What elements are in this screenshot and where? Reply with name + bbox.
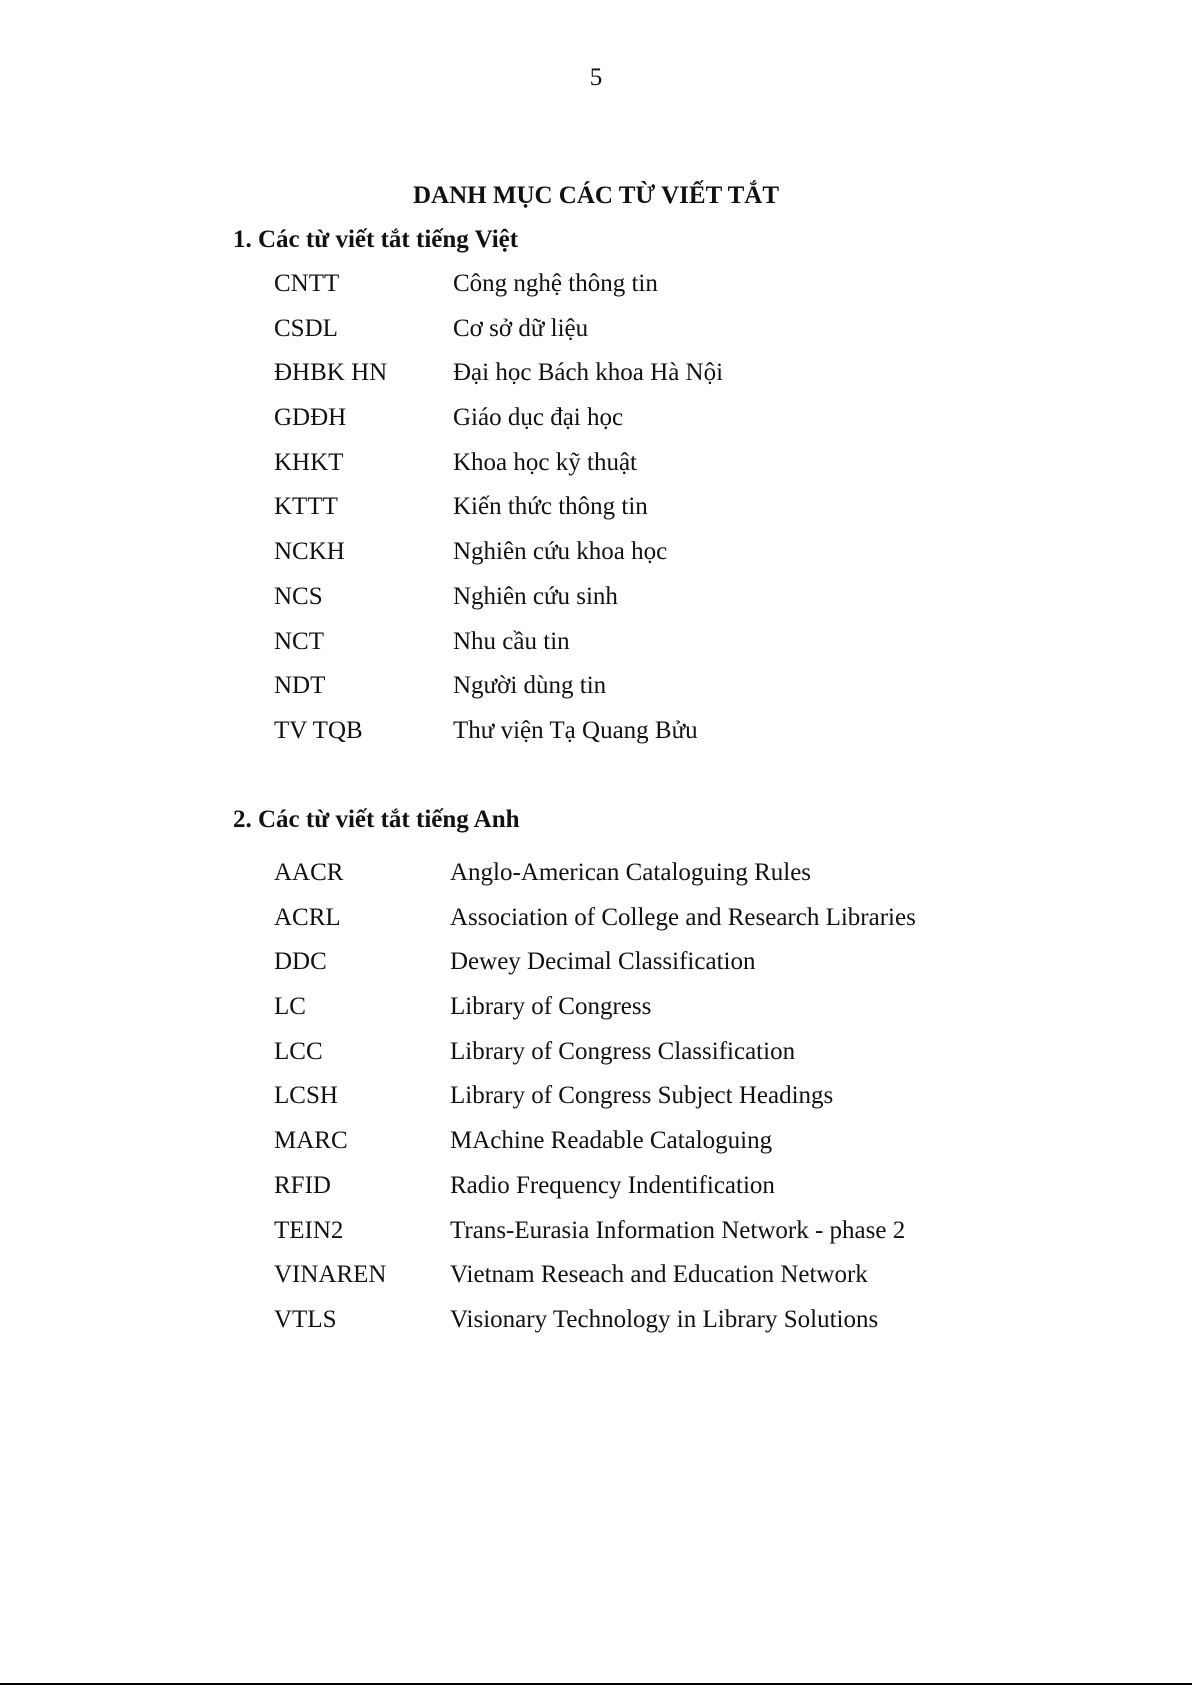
abbreviation-term: GDĐH xyxy=(274,404,347,432)
abbreviation-meaning: Dewey Decimal Classification xyxy=(450,948,756,976)
abbreviation-row xyxy=(274,1126,916,1171)
abbreviation-meaning: Người dùng tin xyxy=(453,672,607,700)
abbreviation-meaning: Đại học Bách khoa Hà Nội xyxy=(453,359,724,387)
abbreviation-term: RFID xyxy=(274,1171,331,1199)
abbreviation-row xyxy=(274,992,916,1037)
abbreviation-term: LCSH xyxy=(274,1082,338,1110)
abbreviation-meaning: Library of Congress Classification xyxy=(450,1037,796,1065)
abbreviation-meaning: Library of Congress xyxy=(450,993,652,1021)
abbreviation-row xyxy=(274,314,723,359)
abbreviation-meaning: Cơ sở dữ liệu xyxy=(453,314,589,342)
abbreviation-term: VINAREN xyxy=(274,1261,387,1289)
abbreviation-row xyxy=(274,627,723,672)
abbreviation-term: VTLS xyxy=(274,1305,337,1333)
abbreviation-meaning: MAchine Readable Cataloguing xyxy=(450,1127,773,1155)
abbreviation-meaning: Radio Frequency Indentification xyxy=(450,1171,775,1199)
abbreviation-row xyxy=(274,858,916,903)
abbreviation-term: CNTT xyxy=(274,270,340,297)
abbreviation-row xyxy=(274,1260,916,1305)
abbreviation-term: KTTT xyxy=(274,493,338,521)
abbreviation-meaning: Kiến thức thông tin xyxy=(453,493,648,521)
abbreviation-meaning: Nhu cầu tin xyxy=(453,627,570,655)
page-title: DANH MỤC CÁC TỪ VIẾT TẮT xyxy=(412,182,780,209)
abbreviation-meaning: Giáo dục đại học xyxy=(453,404,624,432)
abbreviation-term: NCT xyxy=(274,627,324,655)
abbreviation-row xyxy=(274,671,723,716)
abbreviation-row xyxy=(274,537,723,582)
abbreviation-meaning: Công nghệ thông tin xyxy=(453,270,658,297)
abbreviation-term: AACR xyxy=(274,859,344,886)
abbreviation-row xyxy=(274,1081,916,1126)
abbreviation-term: TEIN2 xyxy=(274,1216,344,1244)
abbreviation-meaning: Association of College and Research Libraries xyxy=(450,903,916,931)
abbreviation-meaning: Library of Congress Subject Headings xyxy=(450,1082,834,1110)
abbreviation-row xyxy=(274,1216,916,1261)
abbreviation-term: LC xyxy=(274,993,306,1021)
abbreviation-term: MARC xyxy=(274,1127,348,1155)
abbreviation-meaning: Trans-Eurasia Information Network - phase 2 xyxy=(450,1216,906,1244)
abbreviation-row xyxy=(274,716,723,761)
abbreviation-row xyxy=(274,903,916,948)
abbreviation-term: DDC xyxy=(274,948,327,976)
abbreviation-row xyxy=(274,403,723,448)
page-number: 5 xyxy=(589,64,603,91)
abbreviation-row xyxy=(274,448,723,493)
abbreviation-meaning: Visionary Technology in Library Solutions xyxy=(450,1305,879,1333)
abbreviation-term: LCC xyxy=(274,1037,323,1065)
abbreviation-row xyxy=(274,269,723,314)
abbreviation-meaning: Nghiên cứu sinh xyxy=(453,582,618,610)
abbreviation-term: NDT xyxy=(274,672,326,700)
abbreviation-term: TV TQB xyxy=(274,716,363,744)
abbreviation-row xyxy=(274,947,916,992)
abbreviation-term: NCS xyxy=(274,582,323,610)
abbreviation-meaning: Anglo-American Cataloguing Rules xyxy=(450,859,812,886)
abbreviation-row xyxy=(274,582,723,627)
abbreviation-meaning: Vietnam Reseach and Education Network xyxy=(450,1261,868,1289)
abbreviation-row xyxy=(274,492,723,537)
abbreviation-row xyxy=(274,1037,916,1082)
abbreviation-term: KHKT xyxy=(274,448,344,476)
abbreviation-row xyxy=(274,358,723,403)
abbreviation-row xyxy=(274,1171,916,1216)
section-heading-vietnamese: 1. Các từ viết tắt tiếng Việt xyxy=(233,226,519,253)
abbreviation-term: CSDL xyxy=(274,314,338,342)
abbreviation-term: ĐHBK HN xyxy=(274,359,388,387)
abbreviation-row xyxy=(274,1305,916,1350)
abbreviation-meaning: Thư viện Tạ Quang Bửu xyxy=(453,716,698,744)
abbreviation-term: ACRL xyxy=(274,903,341,931)
abbreviation-term: NCKH xyxy=(274,538,345,566)
abbreviation-meaning: Nghiên cứu khoa học xyxy=(453,538,668,566)
abbreviation-meaning: Khoa học kỹ thuật xyxy=(453,448,637,476)
abbreviation-list-vietnamese xyxy=(274,269,723,761)
section-heading-english: 2. Các từ viết tắt tiếng Anh xyxy=(233,806,520,833)
abbreviation-list-english xyxy=(274,858,916,1350)
